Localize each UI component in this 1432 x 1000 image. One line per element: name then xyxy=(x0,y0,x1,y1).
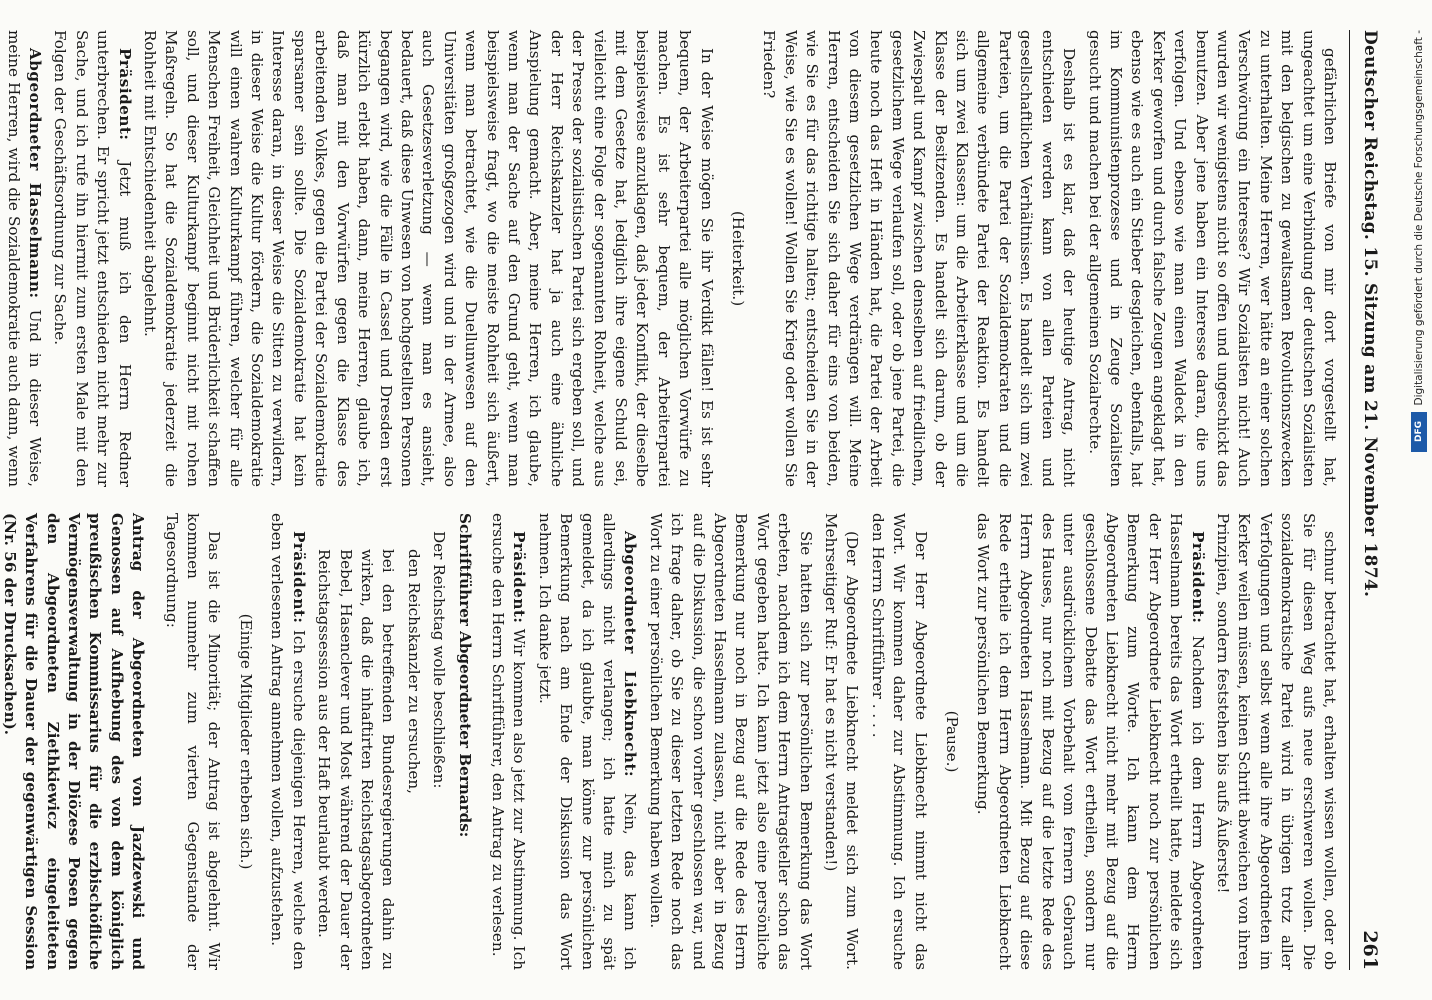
dfg-logo-text: DFG xyxy=(1414,421,1424,443)
paragraph: Sie hatten sich zur persönlichen Bemerkung das Wort erbeten, nachdem ich dem Herrn Antragsteller schon das Wort gegeben hatte. Ich kann jetzt also eine persönliche Bemerkung nur noch in Bezug auf die Rede des Herrn Abgeordneten Hasselmann zulassen, nicht aber in Bezug auf die Diskussion, die schon vorher geschlossen war, und ich frage daher, ob Sie zu dieser letzten Rede noch das Wort zu einer persönlichen Bemerkung haben wollen. xyxy=(646,513,815,970)
paragraph xyxy=(533,513,640,970)
speaker-label: Abgeordneter Liebknecht: xyxy=(621,531,640,778)
speech-text: Wir kommen also jetzt zur Abstimmung. Ich ersuche den Herrn Schriftführer, den Antrag zu verlesen. xyxy=(488,513,529,970)
paragraph xyxy=(266,513,309,970)
stage-direction: (Heiterkeit.) xyxy=(729,210,748,307)
paragraph: gefährlichen Briefe von mir dort vorgestellt hat, ungeachtet um eine Verbindung der deutschen Sozialisten mit den belgischen zu gewaltsamen Revolutionszwecken zu unterhalten. Meine Herren, wer hätte an einer solchen Verschwörung ein Interesse? Wir Sozialisten nicht! Auch wurden wir wenigstens nicht so offen und ungeschickt das benutzen. Aber jene haben ein Interesse daran, die uns verfolgen. Und ebenso wie man einen Waldeck in den Kerker geworfen und durch falsche Zeugen angeklagt hat, ebenso wie es auch ein Stieber desgleichen, ebenfalls, hat im Kommunistenprozesse und in Zeuge Sozialisten gesucht und machen bei der allgemeinen Sozialrechte. xyxy=(1085,30,1339,487)
speech-text: Nein, das kann ich allerdings nicht verlangen; ich hatte mich zu spät gemeldet, da ich glaubte, man könne zur persönlichen Bemerkung nach am Ende der Diskussion das Wort nehmen. Ich danke jetzt. xyxy=(535,513,640,970)
speaker-label: Präsident: xyxy=(115,48,134,141)
dfg-credit-text: Digitalisierung gefördert durch die Deutsche Forschungsgemeinschaft - xyxy=(1413,30,1425,406)
paragraph: Das ist die Minorität; der Antrag ist abgelehnt. Wir kommen nunmehr zum vierten Gegenstande der Tagesordnung: xyxy=(162,513,224,970)
stage-direction: (Pause.) xyxy=(943,710,962,773)
rotated-print-page xyxy=(0,30,1390,970)
speaker-label: Präsident: xyxy=(1188,531,1207,624)
speech-text: Nachdem ich dem Herrn Abgeordneten Hasselmann bereits das Wort ertheilt hatte, meldete sich der Herr Abgeordnete Liebknecht noch zur persönlichen Bemerkung zum Worte. Ich kann dem Herrn Abgeordneten Liebknecht nicht mehr mit Bezug auf die geschlossene Debatte das Wort ertheilen, sondern nur unter ausdrücklichem Vorbehalt vom fernern Gebrauch des Hauses, nur noch mit Bezug auf die letzte Rede des Herrn Abgeordneten Hasselmann. Mit Bezug auf diese Rede ertheile ich dem Herrn Abgeordneten Liebknecht das Wort zur persönlichen Bemerkung. xyxy=(974,513,1207,970)
paragraph: schnur betrachtet hat, erhalten wissen wollen, oder ob Sie für diesen Weg aufs neue erschweren wollen. Die sozialdemokratische Partei wird in übrigen trotz aller Verfolgungen und selbst wenn alle ihre Abgeordneten im Kerker weilen müssen, keinen Schritt abweichen von ihren Prinzipien, sondern feststehen bis aufs Äußerste! xyxy=(1213,513,1339,970)
paragraph: Deshalb ist es klar, daß der heutige Antrag, nicht entschieden werden kann von allen Parteien und gesellschaftlichen Verhältnissen. Es handelt sich um zwei Parteien, um die Partei der Sozialdemokraten und die allgemeine verbündete Partei der Reaktion. Es handelt sich um zwei Klassen: um die Arbeiterklasse und um die Klasse der Besitzenden. Es handelt sich darum, ob der Zwiespalt und Kampf zwischen denselben auf friedlichem, gesetzlichem Wege verlaufen soll, oder ob jene Partei, die heute noch das Heft in Händen hat, die Partei der Arbeit von diesem gesetzlichen Wege verdrängen will. Meine Herren, entscheiden Sie sich daher für eins von beiden, wie Sie es für das richtige halten; entscheiden Sie in der Weise, wie Sie es wollen! Wollen Sie Krieg oder wollen Sie Frieden? xyxy=(760,30,1079,487)
agenda-item: Antrag der Abgeordneten von Jazdzewski und Genossen auf Aufhebung des von dem königlich preußischen Kommissarius für die erzbischöfliche Vermögensverwaltung in der Diözese Posen gegen den Abgeordneten Ziethkiewicz eingeleiteten Verfahrens für die Dauer der gegenwärtigen Session (Nr. 56 der Drucksachen). xyxy=(0,513,148,970)
digitization-note xyxy=(1410,30,1428,980)
left-column xyxy=(0,30,1340,487)
paragraph xyxy=(0,30,45,487)
speaker-label: Präsident: xyxy=(289,531,308,624)
dfg-logo xyxy=(1411,412,1427,452)
speaker-heading: Schriftführer Abgeordneter Bernards: xyxy=(455,513,474,838)
motion-text: bei den betreffenden Bundesregierungen dahin zu wirken, daß die inhaftirten Reichstagsabgeordneten Bebel, Hasenclever und Most während der Dauer der Reichstagssession aus der Haft beurlaubt werden. xyxy=(315,549,398,970)
text-columns xyxy=(0,30,1340,970)
stage-direction: (Einige Mitglieder erheben sich.) xyxy=(236,613,255,870)
speech-text: Jetzt muß ich den Herrn Redner unterbrechen. Er spricht jetzt entschieden nicht mehr zur Sache, und ich rufe ihn hiermit zum ersten Male mit den Folgen der Geschäftsordnung zur Sache. xyxy=(51,30,134,487)
speaker-label: Präsident: xyxy=(510,531,529,624)
paragraph: Der Herr Abgeordnete Liebknecht nimmt nicht das Wort. Wir kommen daher zur Abstimmung. Ich ersuche den Herrn Schriftführer . . . . xyxy=(868,513,930,970)
paragraph xyxy=(487,513,530,970)
speech-text: Und in dieser Weise, meine Herren, wird die Sozialdemokratie auch dann, wenn xyxy=(4,30,45,487)
running-title: Deutscher Reichstag. 15. Sitzung am 21. November 1874. xyxy=(1360,30,1380,598)
motion-line: den Reichskanzler zu ersuchen, xyxy=(404,549,423,794)
speaker-label: Abgeordneter Hasselmann: xyxy=(26,48,45,299)
speech-text: Ich ersuche diejenigen Herren, welche den eben verlesenen Antrag annehmen wollen, aufzustehen. xyxy=(268,513,308,970)
paragraph xyxy=(972,513,1207,970)
paragraph: (Der Abgeordnete Liebknecht meldet sich zum Wort. Mehrseitiger Ruf: Er hat es nicht verstanden!) xyxy=(822,513,862,970)
paragraph: In der Weise mögen Sie ihr Verdikt fällen! Es ist sehr bequem, der Arbeiterpartei alle möglichen Vorwürfe zu machen. Es ist sehr bequem, der Arbeiterpartei beispielsweise anzuklagen, daß jeder Konflikt, der dieselbe mit dem Gesetze hat, lediglich ihre eigene Schuld sei, vielleicht eine Folge der sogenannten Rohheit, welche aus der Presse der sozialistischen Partei sich ergeben soll, und der Herr Reichskanzler hat ja auch eine ähnliche Anspielung gemacht. Aber, meine Herren, ich glaube, wenn man der Sache auf den Grund geht, wenn man beispielsweise fragt, wo die meiste Rohheit sich äußert, wenn man betrachtet, wie die Duellunwesen auf den Universitäten großgezogen wird und in der Armee, also auch Gesetzesverletzung — wenn man es ansieht, bedauert, daß diese Unwesen von hochgestellten Personen begangen wird, wie die Fälle in Cassel und Dresden erst kürzlich erlebt haben, dann, meine Herren, glaube ich, daß man mit den Vorwürfen gegen die Klasse des arbeitenden Volkes, gegen die Partei der Sozialdemokratie sparsamer sein sollte. Die Sozialdemokratie hat kein Interesse daran, in dieser Weise die Sitten zu verwildern, in dieser Weise die Kultur fördern, die Sozialdemokratie will einen wahren Kulturkampf führen, welcher für alle Menschen Freiheit, Gleichheit und Brüderlichkeit schaffen soll, und dieser Kulturkampf beginnt nicht mit rohen Maßregeln. So hat die Sozialdemokratie jederzeit die Rohheit mit Entschiedenheit abgelehnt. xyxy=(141,30,716,487)
paragraph: Der Reichstag wolle beschließen: xyxy=(430,531,449,789)
page-header xyxy=(1349,30,1390,970)
paragraph xyxy=(49,30,135,487)
page-number: 261 xyxy=(1359,930,1381,970)
right-column xyxy=(0,513,1340,970)
